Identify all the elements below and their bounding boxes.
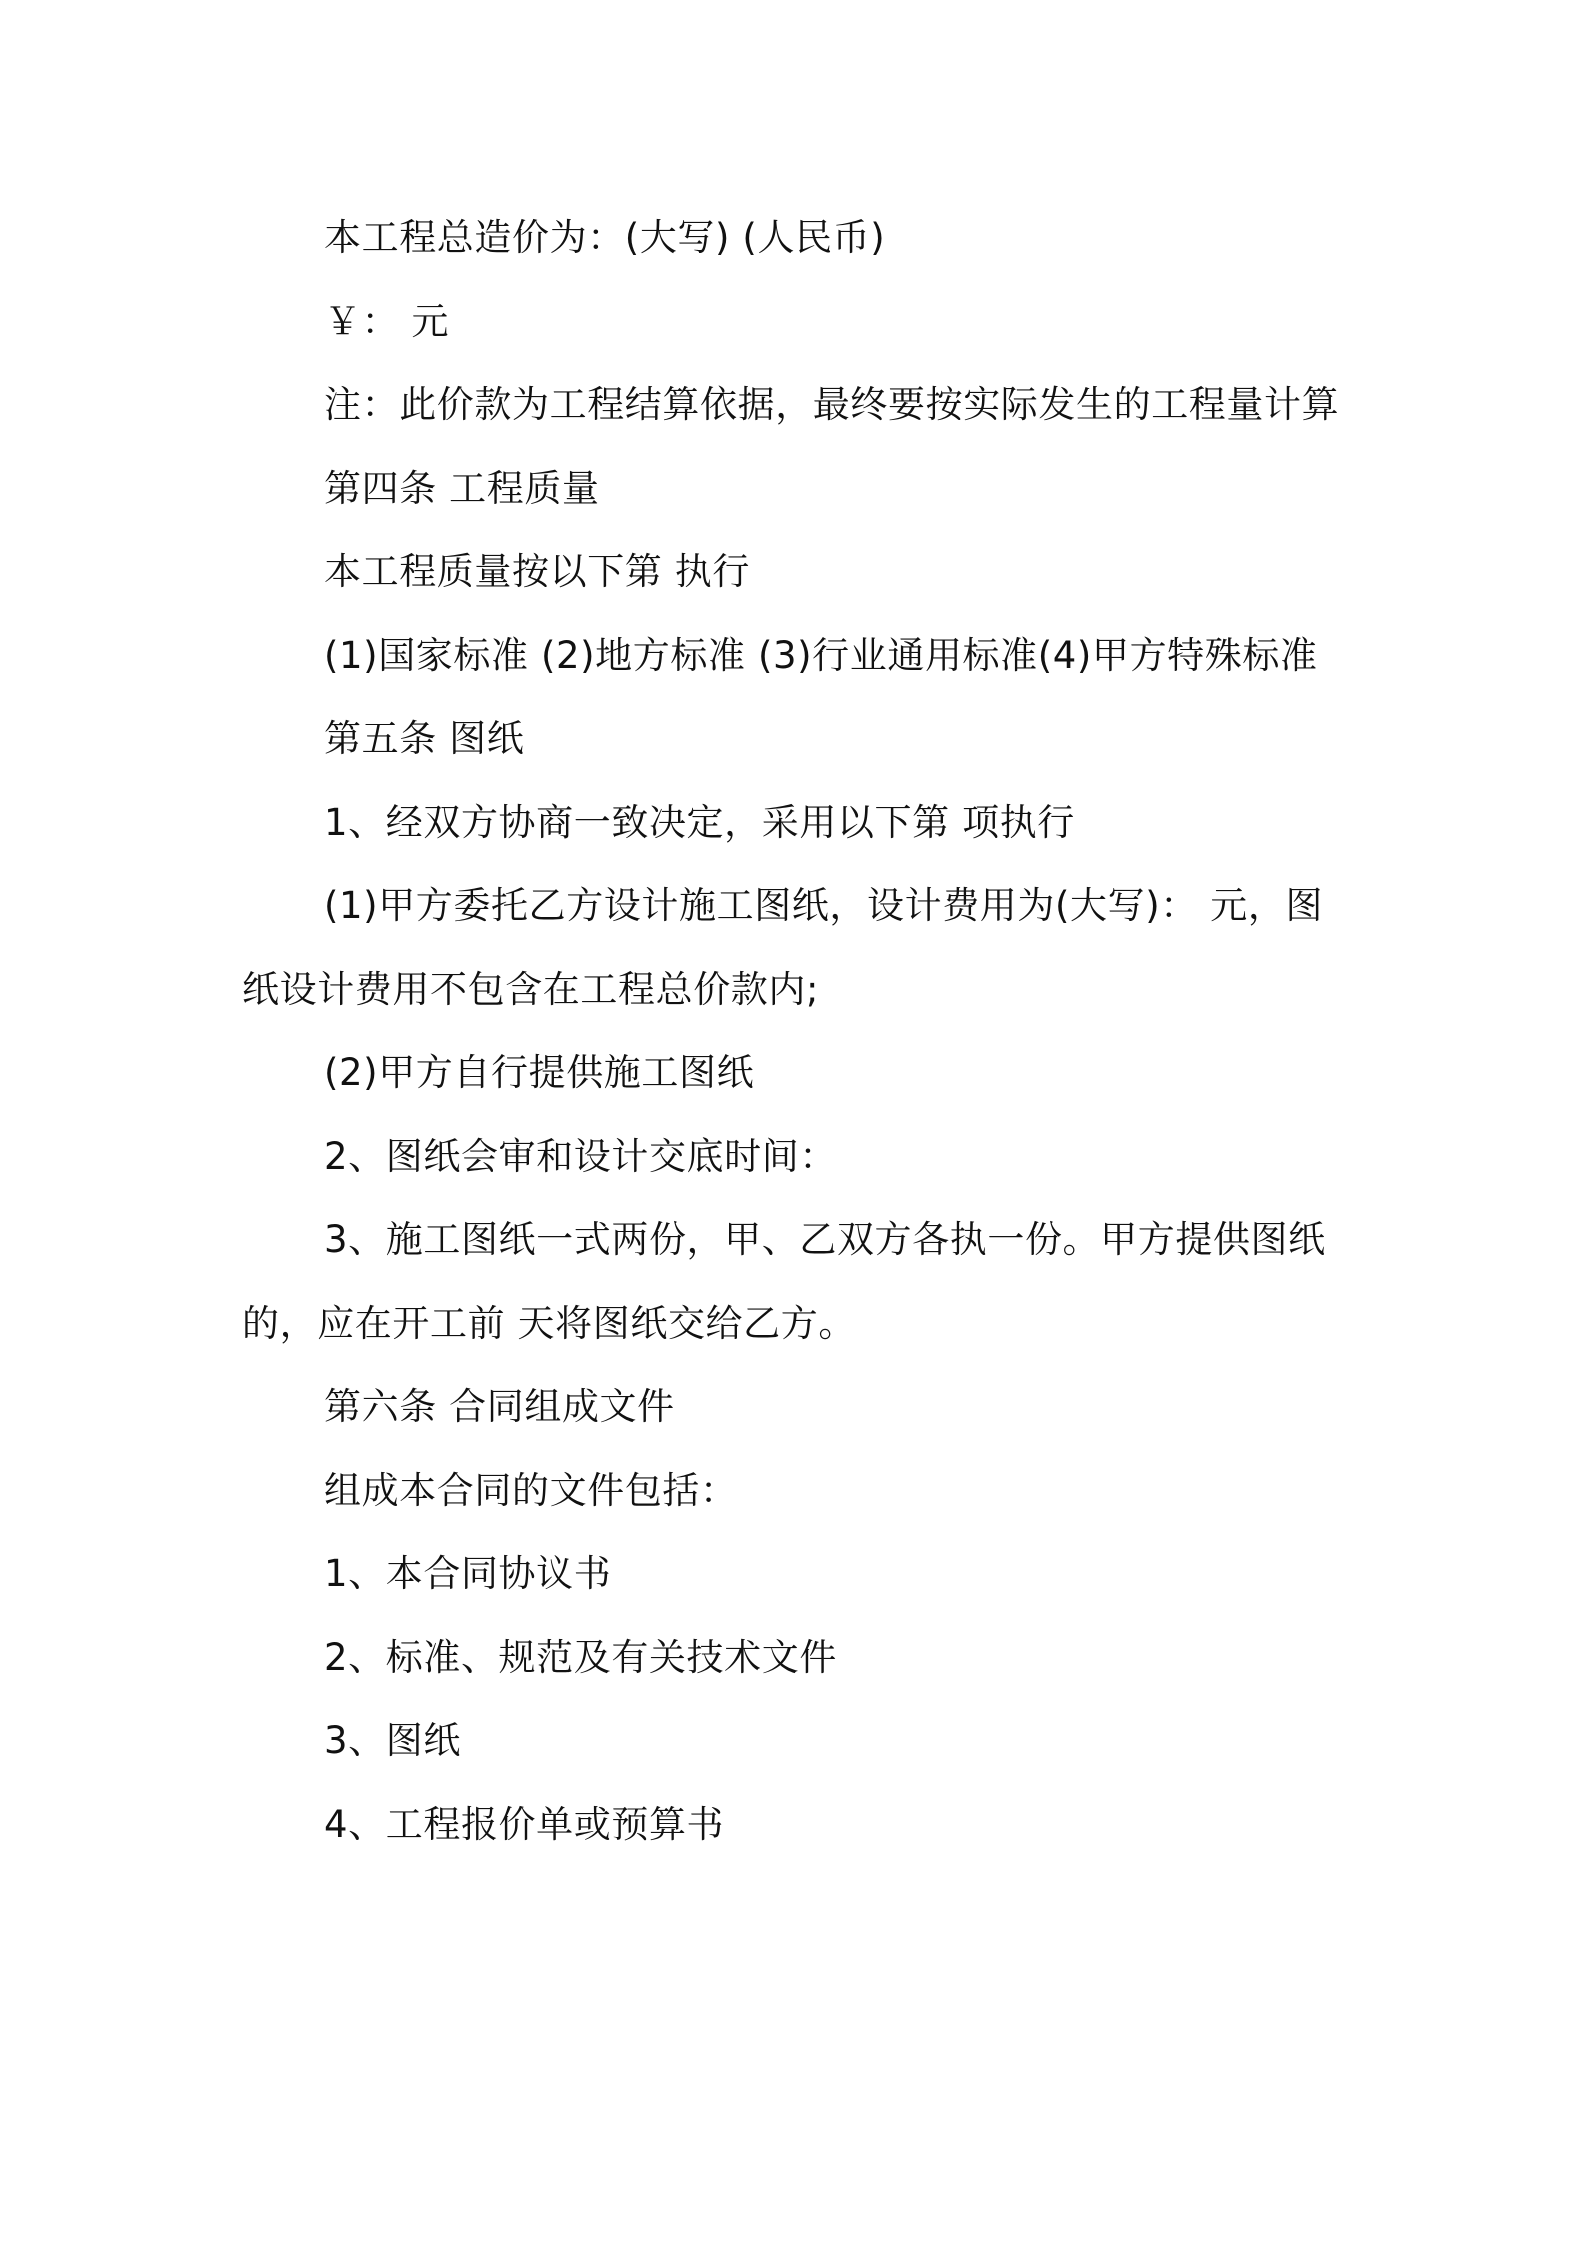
drawing-clause-3: 3、施工图纸一式两份，甲、乙双方各执一份。甲方提供图纸的，应在开工前 天将图纸交给乙方。 [242,1218,1326,1345]
drawing-clause-2: 2、图纸会审和设计交底时间： [324,1134,837,1178]
total-price-line: 本工程总造价为：(大写) (人民币) [324,216,886,259]
document-body [242,196,1357,1866]
contract-file-2: 2、标准、规范及有关技术文件 [324,1635,837,1679]
yuan-amount-line: ￥： 元 [324,299,450,343]
drawing-option-2: (2)甲方自行提供施工图纸 [324,1051,755,1094]
article-6-heading: 第六条 合同组成文件 [324,1385,675,1428]
contract-file-1: 1、本合同协议书 [324,1552,612,1595]
contract-files-intro: 组成本合同的文件包括： [324,1468,738,1512]
price-note: 注：此价款为工程结算依据，最终要按实际发生的工程量计算 [324,383,1340,426]
contract-file-3: 3、图纸 [324,1719,461,1762]
contract-file-4: 4、工程报价单或预算书 [324,1802,725,1846]
article-5-heading: 第五条 图纸 [324,717,525,760]
drawing-option-1: (1)甲方委托乙方设计施工图纸，设计费用为(大写)： 元，图纸设计费用不包含在工程总价款内; [242,884,1324,1011]
article-4-heading: 第四条 工程质量 [324,466,600,510]
quality-standard-line: 本工程质量按以下第 执行 [324,550,750,593]
drawing-clause-1: 1、经双方协商一致决定，采用以下第 项执行 [324,800,1075,844]
quality-options: (1)国家标准 (2)地方标准 (3)行业通用标准(4)甲方特殊标准 [324,633,1318,677]
